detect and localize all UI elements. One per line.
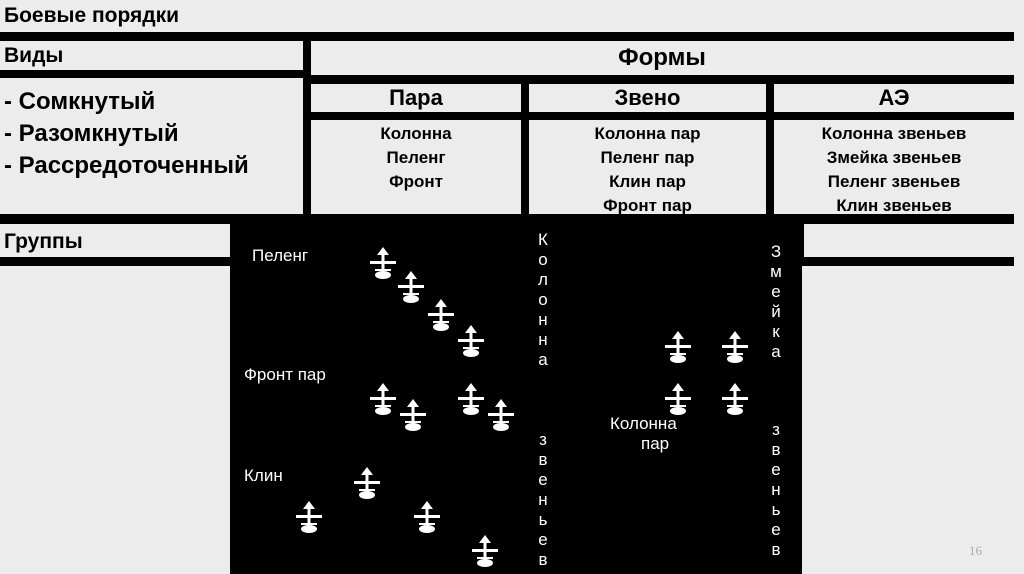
groups-underline-right: [800, 257, 1014, 266]
label-front-par: Фронт пар: [244, 365, 326, 384]
vertical-label-zvenev-right: з в е н ь е в: [771, 420, 781, 559]
column-header-para: Пара: [389, 85, 443, 110]
type-item: - Сомкнутый: [4, 88, 156, 115]
column-header-ae: АЭ: [878, 85, 910, 110]
label-peleng: Пеленг: [252, 246, 309, 265]
label-kolonna-par-1: Колонна: [610, 414, 677, 433]
form-item: Колонна звеньев: [821, 124, 967, 143]
forms-header: Формы: [618, 44, 706, 71]
aircraft-icon: [369, 382, 397, 416]
aircraft-icon: [457, 382, 485, 416]
aircraft-icon: [457, 324, 485, 358]
types-list: [4, 86, 249, 182]
form-item: Пеленг звеньев: [827, 172, 961, 191]
aircraft-icon: [369, 246, 397, 280]
column-body-para: [311, 122, 521, 194]
form-item: Клин звеньев: [836, 196, 952, 215]
types-underline: [0, 70, 306, 78]
aircraft-icon: [399, 398, 427, 432]
formation-diagram: [230, 222, 802, 574]
aircraft-icon: [721, 382, 749, 416]
column-header-zveno: Звено: [614, 85, 681, 110]
form-item: Змейка звеньев: [826, 148, 962, 167]
aircraft-icon: [664, 382, 692, 416]
form-item: Пеленг: [386, 148, 446, 167]
page-title: Боевые порядки: [4, 4, 180, 27]
aircraft-icon: [471, 534, 499, 568]
label-klin: Клин: [244, 466, 283, 485]
aircraft-icon: [353, 466, 381, 500]
aircraft-icon: [295, 500, 323, 534]
vertical-label-kolonna: К о л о н н а: [538, 230, 548, 369]
column-body-ae: [774, 122, 1014, 218]
vertical-label-zmeyka: З м е й к а: [770, 242, 782, 361]
label-kolonna-par-2: пар: [641, 434, 670, 453]
groups-header: Группы: [4, 230, 83, 253]
column-divider-2: [766, 84, 774, 222]
page-number: 16: [969, 543, 982, 558]
vertical-label-zvenev-left: з в е н ь е в: [538, 430, 548, 569]
aircraft-icon: [427, 298, 455, 332]
form-item: Пеленг пар: [600, 148, 695, 167]
types-header: Виды: [4, 44, 64, 67]
groups-underline-left: [0, 257, 232, 266]
aircraft-icon: [487, 398, 515, 432]
form-item: Колонна: [380, 124, 452, 143]
form-item: Фронт: [389, 172, 443, 191]
aircraft-icon: [664, 330, 692, 364]
aircraft-icon: [721, 330, 749, 364]
header-row-underline: [311, 112, 1014, 120]
title-underline: [0, 32, 1014, 41]
forms-underline: [306, 75, 1014, 84]
aircraft-icon: [413, 500, 441, 534]
column-body-zveno: [529, 122, 766, 218]
form-item: Фронт пар: [603, 196, 692, 215]
form-item: Колонна пар: [594, 124, 701, 143]
type-item: - Разомкнутый: [4, 120, 179, 147]
aircraft-icon: [397, 270, 425, 304]
column-divider-1: [521, 84, 529, 222]
type-item: - Рассредоточенный: [4, 152, 249, 179]
form-item: Клин пар: [609, 172, 686, 191]
